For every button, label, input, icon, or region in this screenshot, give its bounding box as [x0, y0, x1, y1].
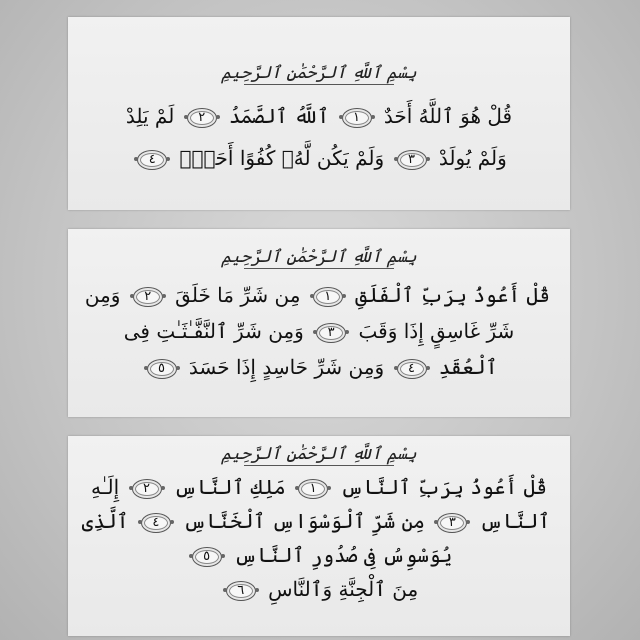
- basmala-divider: [244, 465, 394, 466]
- surah-card-ikhlas: [68, 17, 570, 210]
- verse-text: شَرِّ غَاسِقٍ إِذَا وَقَبَ: [358, 319, 515, 343]
- verse-number-marker: ٦: [226, 581, 256, 601]
- verse-text: ٱلنَّاسِ: [479, 509, 550, 533]
- verse-line: [68, 349, 570, 385]
- verse-line: [68, 504, 570, 538]
- basmala-text: بِسْمِ ٱللَّهِ ٱلرَّحْمَٰنِ ٱلرَّحِيمِ: [221, 247, 417, 267]
- verse-text: قُلْ هُوَ ٱللَّهُ أَحَدٌ: [383, 104, 513, 128]
- verse-number-marker: ٢: [133, 287, 163, 307]
- basmala-divider: [244, 84, 394, 85]
- verse-number-marker: ١: [313, 287, 343, 307]
- verse-line: [68, 137, 570, 179]
- verse-text: مِن شَرِّ مَا خَلَقَ: [175, 283, 301, 307]
- basmala-header: [68, 17, 570, 85]
- verse-line: [68, 277, 570, 313]
- verse-text: ٱلَّذِى: [81, 509, 129, 533]
- verse-text: قُلْ أَعُوذُ بِرَبِّ ٱلنَّاسِ: [340, 475, 548, 499]
- verse-number-marker: ٤: [397, 359, 427, 379]
- verse-lines: [68, 95, 570, 179]
- verse-number-marker: ٤: [141, 513, 171, 533]
- verse-number-marker: ٣: [437, 513, 467, 533]
- verse-text: إِلَـٰهِ: [90, 475, 120, 499]
- verse-line: [68, 538, 570, 572]
- basmala-header: [68, 436, 570, 466]
- verse-text: يُوَسْوِسُ فِى صُدُورِ ٱلنَّاسِ: [234, 543, 453, 567]
- verse-number-marker: ٢: [187, 108, 217, 128]
- basmala-divider: [244, 268, 394, 269]
- verse-text: مِنَ ٱلْجِنَّةِ وَٱلنَّاسِ: [268, 577, 419, 601]
- verse-text: مَلِكِ ٱلنَّاسِ: [173, 475, 286, 499]
- verse-text: وَمِن شَرِّ حَاسِدٍ إِذَا حَسَدَ: [188, 355, 385, 379]
- verse-text: قُلْ أَعُوذُ بِرَبِّ ٱلْفَلَقِ: [355, 283, 550, 307]
- basmala-text: بِسْمِ ٱللَّهِ ٱلرَّحْمَٰنِ ٱلرَّحِيمِ: [221, 63, 417, 83]
- verse-text: مِن شَرِّ ٱلْوَسْوَاسِ ٱلْخَنَّاسِ: [183, 509, 425, 533]
- basmala-header: [68, 229, 570, 269]
- verse-text: لَمْ يَلِدْ: [125, 104, 175, 128]
- verse-line: [68, 95, 570, 137]
- verse-line: [68, 313, 570, 349]
- verse-number-marker: ٥: [147, 359, 177, 379]
- verse-number-marker: ٣: [316, 323, 346, 343]
- verse-lines: [68, 470, 570, 606]
- verse-number-marker: ١: [342, 108, 372, 128]
- verse-number-marker: ١: [298, 479, 328, 499]
- verse-number-marker: ٥: [192, 547, 222, 567]
- verse-number-marker: ٣: [397, 150, 427, 170]
- verse-number-marker: ٤: [137, 150, 167, 170]
- verse-lines: [68, 277, 570, 385]
- verse-line: [68, 572, 570, 606]
- verse-text: وَمِن شَرِّ ٱلنَّفَّـٰثَـٰتِ فِى: [123, 319, 304, 343]
- verse-number-marker: ٢: [132, 479, 162, 499]
- verse-line: [68, 470, 570, 504]
- surah-card-falaq: [68, 229, 570, 417]
- surah-card-nas: [68, 436, 570, 636]
- verse-text: وَمِن: [84, 283, 121, 307]
- verse-text: ٱللَّهُ ٱلصَّمَدُ: [229, 104, 330, 128]
- verse-text: ٱلْعُقَدِ: [438, 355, 498, 379]
- verse-text: وَلَمْ يُولَدْ: [438, 146, 507, 170]
- basmala-text: بِسْمِ ٱللَّهِ ٱلرَّحْمَٰنِ ٱلرَّحِيمِ: [221, 444, 417, 464]
- verse-text: وَلَمْ يَكُن لَّهُۥ كُفُوًا أَحَدٌۢ: [179, 146, 385, 170]
